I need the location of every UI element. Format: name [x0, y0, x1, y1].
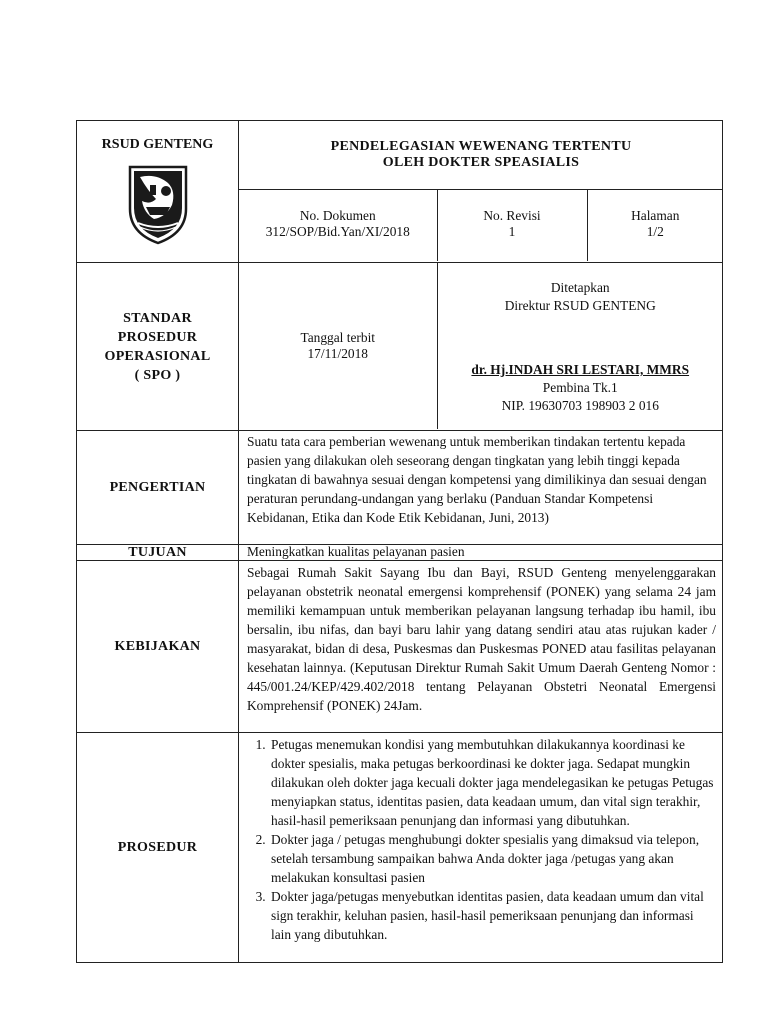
tujuan-text: Meningkatkan kualitas pelayanan pasien	[239, 545, 723, 561]
kebijakan-label: KEBIJAKAN	[77, 561, 239, 733]
kebijakan-text: Sebagai Rumah Sakit Sayang Ibu dan Bayi, RSUD Genteng menyelenggarakan pelayanan obstetrik neonatal emergensi komprehensif (PONEK) yang selama 24 jam memiliki kemampuan untuk memberikan pelayanan langsung terhadap ibu hamil, ibu bersalin, ibu nifas, dan bayi baru lahir yang datang sendiri atau atas rujukan kader / masyarakat, bidan di desa, Puskesmas dan Puskesmas PONED atau fasilitas pelayanan kesehatan lainnya. (Keputusan Direktur Rumah Sakit Umum Daerah Genteng Nomor : 445/001.24/KEP/429.402/2018 tentang Pelayanan Obstetri Neonatal Emergensi Komprehensif (PONEK) 24Jam.	[239, 561, 723, 733]
approval-by: Direktur RSUD GENTENG	[504, 298, 656, 313]
spo-line4: ( SPO )	[134, 367, 181, 383]
pengertian-text: Suatu tata cara pemberian wewenang untuk memberikan tindakan tertentu kepada pasien yang dilakukan oleh seseorang dengan tingkatan yang lebih tinggi kepada tingkatan di bawahnya sesuai dengan kompetensi yang dimilikinya dan sesuai dengan peraturan perundang-undangan yang berlaku (Panduan Standar Kompetensi Kebidanan, Etika dan Kode Etik Kebidanan, Juni, 2013)	[239, 431, 723, 545]
doc-number-cell	[239, 189, 437, 261]
approval-label: Ditetapkan	[550, 280, 610, 295]
prosedur-step: 1. Petugas menemukan kondisi yang membutuhkan dilakukannya koordinasi ke dokter spesialis, maka petugas berkoordinasi ke dokter jaga. Sedapat mungkin dilakukan oleh dokter jaga kecuali dokter jaga mendelegasikan ke petugas Petugas menyiapkan status, identitas pasien, data keadaan umum, dan vital sign terakhir, hasil-hasil pemeriksaan penunjang dan informasi yang dibutuhkan.	[269, 735, 716, 830]
spo-document	[76, 120, 722, 964]
prosedur-label: PROSEDUR	[77, 733, 239, 963]
pengertian-label: PENGERTIAN	[77, 431, 239, 545]
revision-value: 1	[508, 223, 516, 239]
spo-label-cell	[77, 263, 239, 431]
doc-number-label: No. Dokumen	[299, 207, 376, 223]
prosedur-step: 2. Dokter jaga / petugas menghubungi dokter spesialis yang dimaksud via telepon, setelah tersambung sampaikan bahwa Anda dokter jaga /petugas yang akan melakukan konsultasi pasien	[269, 830, 716, 887]
issue-date-value: 17/11/2018	[307, 346, 368, 361]
document-title-line2: OLEH DOKTER SPEASIALIS	[382, 155, 580, 170]
page-cell	[587, 189, 723, 261]
org-cell	[77, 121, 239, 263]
page-label: Halaman	[631, 207, 680, 223]
issue-date-cell	[239, 263, 437, 429]
doc-number-value: 312/SOP/Bid.Yan/XI/2018	[265, 223, 410, 239]
revision-cell	[437, 189, 587, 261]
approval-cell	[437, 263, 723, 429]
org-name: RSUD GENTENG	[101, 137, 214, 152]
document-title-line1: PENDELEGASIAN WEWENANG TERTENTU	[330, 139, 632, 154]
title-cell	[239, 121, 723, 189]
tujuan-label: TUJUAN	[77, 545, 239, 561]
spo-info-block	[239, 263, 723, 431]
spo-line1: STANDAR	[123, 310, 192, 326]
page-value: 1/2	[646, 223, 664, 239]
prosedur-steps	[247, 735, 716, 944]
spo-line3: OPERASIONAL	[104, 348, 211, 364]
spo-table	[76, 120, 723, 963]
signer-name: dr. Hj.INDAH SRI LESTARI, MMRS	[471, 362, 690, 377]
prosedur-step: 3. Dokter jaga/petugas menyebutkan identitas pasien, data keadaan umum dan vital sign terakhir, keluhan pasien, hasil-hasil pemeriksaan penunjang dan informasi lain yang dibutuhkan.	[269, 887, 716, 944]
spo-line2: PROSEDUR	[117, 329, 198, 345]
revision-label: No. Revisi	[483, 207, 541, 223]
signer-rank: Pembina Tk.1	[542, 380, 618, 395]
prosedur-cell	[239, 733, 723, 963]
title-block	[239, 121, 723, 263]
signer-nip: NIP. 19630703 198903 2 016	[501, 398, 659, 413]
issue-date-label: Tanggal terbit	[300, 330, 376, 345]
regency-emblem-icon	[126, 161, 190, 245]
